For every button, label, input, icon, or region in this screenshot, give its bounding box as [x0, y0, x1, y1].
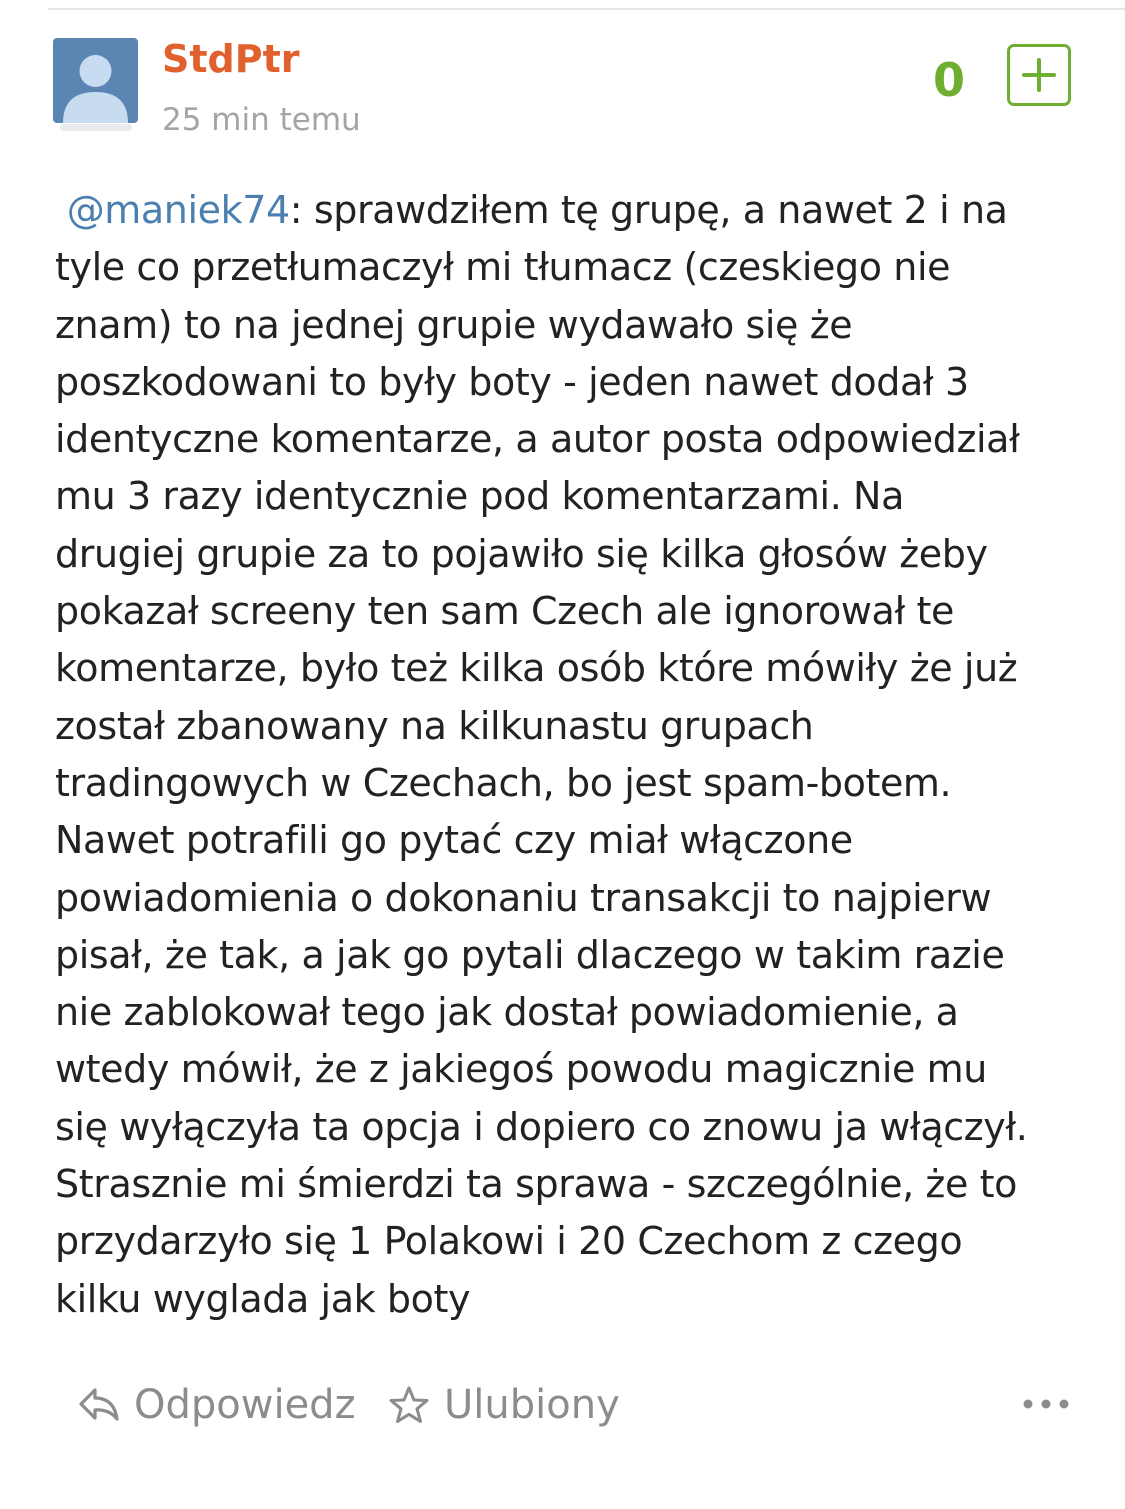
- comment-line: kilku wyglada jak boty: [55, 1276, 471, 1321]
- plus-icon: [1010, 47, 1068, 103]
- comment-line: został zbanowany na kilkunastu grupach: [55, 703, 814, 748]
- comment-line: tradingowych w Czechach, bo jest spam-botem.: [55, 760, 952, 805]
- comment-line: poszkodowani to były boty - jeden nawet dodał 3: [55, 359, 969, 404]
- more-options-button[interactable]: [1022, 1394, 1070, 1414]
- user-avatar[interactable]: [53, 38, 138, 123]
- comment-line: pokazał screeny ten sam Czech ale ignorował te: [55, 589, 954, 634]
- upvote-button[interactable]: [1007, 44, 1071, 106]
- comment-line: mu 3 razy identycznie pod komentarzami. Na: [55, 474, 904, 519]
- more-dots-icon: [1022, 1394, 1070, 1414]
- vote-count: 0: [932, 53, 965, 107]
- comment-line: identyczne komentarze, a autor posta odpowiedział: [55, 417, 1020, 462]
- comment-line: tyle co przetłumaczył mi tłumacz (czeskiego nie: [55, 245, 951, 290]
- favorite-button[interactable]: [388, 1370, 620, 1440]
- comment-body: [55, 182, 1105, 1328]
- comment-line: przydarzyło się 1 Polakowi i 20 Czechom z czego: [55, 1219, 963, 1264]
- comment-line: pisał, że tak, a jak go pytali dlaczego w takim razie: [55, 932, 1005, 977]
- comment-action-bar: [0, 1370, 1125, 1440]
- comment-line: @maniek74: sprawdziłem tę grupę, a nawet 2 i na: [66, 188, 1008, 232]
- comment-line: znam) to na jednej grupie wydawało się że: [55, 302, 853, 347]
- reply-arrow-icon: [78, 1386, 120, 1424]
- favorite-label: Ulubiony: [444, 1382, 620, 1428]
- comment-line: wtedy mówił, że z jakiegoś powodu magicznie mu: [55, 1047, 987, 1092]
- comment-line: Nawet potrafili go pytać czy miał włączone: [55, 818, 853, 863]
- mention-link[interactable]: @maniek74: [66, 188, 290, 232]
- avatar-underline: [60, 124, 132, 131]
- comment-author[interactable]: StdPtr: [162, 37, 300, 81]
- comment-line: powiadomienia o dokonaniu transakcji to najpierw: [55, 875, 992, 920]
- avatar-icon: [53, 38, 138, 123]
- top-divider: [48, 8, 1125, 10]
- comment-line: Strasznie mi śmierdzi ta sprawa - szczególnie, że to: [55, 1162, 1017, 1207]
- comment-line: nie zablokował tego jak dostał powiadomienie, a: [55, 990, 959, 1035]
- comment-line: komentarze, było też kilka osób które mówiły że już: [55, 646, 1018, 691]
- reply-label: Odpowiedz: [134, 1382, 356, 1428]
- comment-line: się wyłączyła ta opcja i dopiero co znowu ja włączył.: [55, 1104, 1028, 1149]
- reply-button[interactable]: [78, 1370, 356, 1440]
- comment-timestamp: 25 min temu: [162, 102, 361, 138]
- comment-line: drugiej grupie za to pojawiło się kilka głosów żeby: [55, 531, 988, 576]
- star-outline-icon: [388, 1385, 430, 1425]
